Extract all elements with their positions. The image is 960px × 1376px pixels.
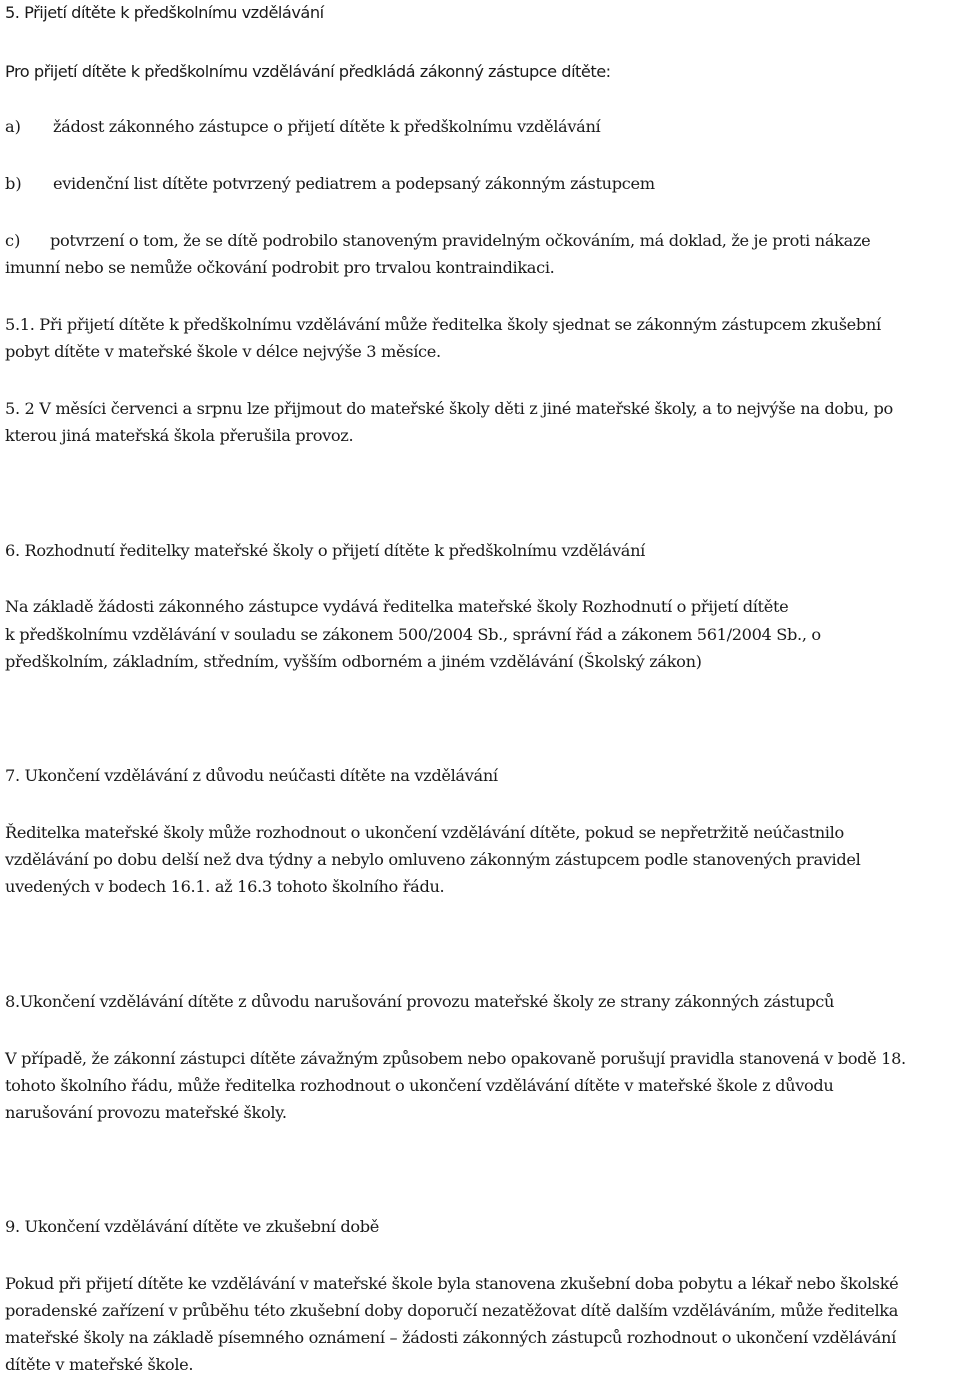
section-6-heading: 6. Rozhodnutí ředitelky mateřské školy o přijetí dítěte k předškolnímu vzdělávání xyxy=(5,541,645,560)
section-5-heading: 5. Přijetí dítěte k předškolnímu vzdělávání xyxy=(5,3,324,22)
section-8-line-1: V případě, že zákonní zástupci dítěte závažným způsobem nebo opakovaně porušují pravidla stanovená v bodě 18. xyxy=(5,1049,906,1068)
section-5-1-line-1: 5.1. Při přijetí dítěte k předškolnímu vzdělávání může ředitelka školy sjednat se zákonným zástupcem zkušební xyxy=(5,315,881,334)
section-5-intro: Pro přijetí dítěte k předškolnímu vzdělávání předkládá zákonný zástupce dítěte: xyxy=(5,62,611,81)
section-9-line-4: dítěte v mateřské škole. xyxy=(5,1355,194,1374)
section-9-heading: 9. Ukončení vzdělávání dítěte ve zkušební době xyxy=(5,1217,380,1236)
section-7-line-2: vzdělávání po dobu delší než dva týdny a nebylo omluveno zákonným zástupcem podle stanovených pravidel xyxy=(5,850,861,869)
section-9-line-2: poradenské zařízení v průběhu této zkušební doby doporučí nezatěžovat dítě dalším vzděláváním, může ředitelka xyxy=(5,1301,899,1320)
section-6-line-2: k předškolnímu vzdělávání v souladu se zákonem 500/2004 Sb., správní řád a zákonem 561/2004 Sb., o xyxy=(5,625,821,644)
section-7-heading: 7. Ukončení vzdělávání z důvodu neúčasti dítěte na vzdělávání xyxy=(5,766,498,785)
section-5-2-line-1: 5. 2 V měsíci červenci a srpnu lze přijmout do mateřské školy děti z jiné mateřské školy, a to nejvýše na dobu, po xyxy=(5,399,893,418)
section-7-line-1: Ředitelka mateřské školy může rozhodnout o ukončení vzdělávání dítěte, pokud se nepřetržitě neúčastnilo xyxy=(5,823,844,842)
list-item-text-continued: imunní nebo se nemůže očkování podrobit pro trvalou kontraindikaci. xyxy=(5,258,555,277)
section-6-line-1: Na základě žádosti zákonného zástupce vydává ředitelka mateřské školy Rozhodnutí o přijetí dítěte xyxy=(5,597,789,616)
section-8-line-3: narušování provozu mateřské školy. xyxy=(5,1103,287,1122)
list-item-label: b) xyxy=(5,174,22,193)
list-item-text: žádost zákonného zástupce o přijetí dítěte k předškolnímu vzdělávání xyxy=(53,117,601,136)
section-5-1-line-2: pobyt dítěte v mateřské škole v délce nejvýše 3 měsíce. xyxy=(5,342,441,361)
list-item-text: evidenční list dítěte potvrzený pediatrem a podepsaný zákonným zástupcem xyxy=(53,174,655,193)
section-8-heading: 8.Ukončení vzdělávání dítěte z důvodu narušování provozu mateřské školy ze strany zákonných zástupců xyxy=(5,992,835,1011)
section-6-line-3: předškolním, základním, středním, vyšším odborném a jiném vzdělávání (Školský zákon) xyxy=(5,652,702,671)
section-9-line-1: Pokud při přijetí dítěte ke vzdělávání v mateřské škole byla stanovena zkušební doba pobytu a lékař nebo školské xyxy=(5,1274,899,1293)
list-item-label: c) xyxy=(5,231,21,250)
section-9-line-3: mateřské školy na základě písemného oznámení – žádosti zákonných zástupců rozhodnout o ukončení vzdělávání xyxy=(5,1328,896,1347)
section-8-line-2: tohoto školního řádu, může ředitelka rozhodnout o ukončení vzdělávání dítěte v mateřské škole z důvodu xyxy=(5,1076,834,1095)
section-7-line-3: uvedených v bodech 16.1. až 16.3 tohoto školního řádu. xyxy=(5,877,445,896)
list-item-text: potvrzení o tom, že se dítě podrobilo stanoveným pravidelným očkováním, má doklad, že je proti nákaze xyxy=(50,231,871,250)
list-item-label: a) xyxy=(5,117,21,136)
section-5-2-line-2: kterou jiná mateřská škola přerušila provoz. xyxy=(5,426,354,445)
